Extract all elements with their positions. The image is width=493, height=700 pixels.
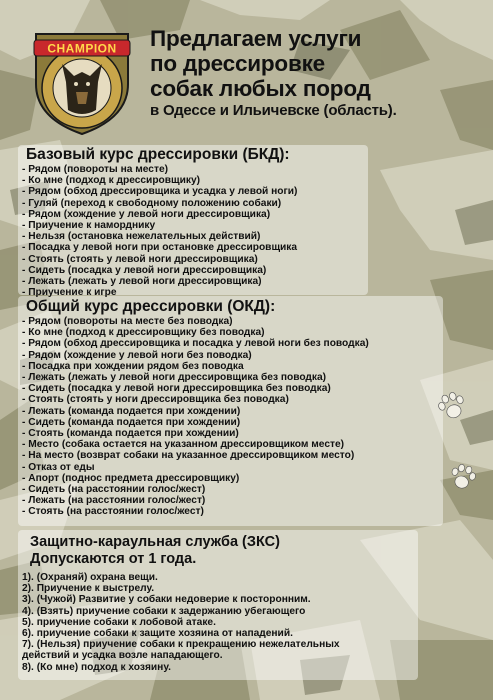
list-item: - Ко мне (подход к дрессировщику) [22, 175, 201, 187]
bkd-title: Базовый курс дрессировки (БКД): [26, 146, 290, 163]
headline-line-1: Предлагаем услуги [150, 26, 362, 51]
list-item: 6). приучение собаки к защите хозяина от нападений. [22, 628, 293, 640]
list-item: - Сидеть (команда подается при хождении) [22, 416, 241, 428]
list-item: - Лежать (команда подается при хождении) [22, 405, 241, 417]
list-item: - Лежать (лежать у левой ноги дрессировщика) [22, 276, 262, 288]
list-item: 4). (Взять) приучение собаки к задержанию убегающего [22, 605, 306, 617]
headline-line-2: по дрессировке [150, 51, 325, 76]
headline-location: в Одессе и Ильичевске (область). [150, 102, 397, 119]
list-item: - Нельзя (остановка нежелательных действий) [22, 231, 261, 243]
list-item: - Сидеть (посадка у левой ноги дрессировщика без поводка) [22, 383, 331, 395]
headline [150, 26, 490, 120]
list-item: - Гуляй (переход к свободному положению собаки) [22, 197, 282, 209]
list-item: 2). Приучение к выстрелу. [22, 583, 155, 595]
zks-title: Защитно-караульная служба (ЗКС) [30, 534, 280, 550]
list-item: - На место (возврат собаки на указанное дрессировщиком место) [22, 450, 355, 462]
list-item: 3). (Чужой) Развитие у собаки недоверие к посторонним. [22, 594, 311, 606]
list-item: - Посадка у левой ноги при остановке дрессировщика [22, 242, 298, 254]
champion-logo [30, 26, 134, 136]
bkd-list [22, 164, 297, 298]
list-item: - Рядом (обход дрессировщика и усадка у левой ноги) [22, 186, 298, 198]
okd-title: Общий курс дрессировки (ОКД): [26, 298, 276, 315]
list-item: - Стоять (стоять у ноги дрессировщика без поводка) [22, 394, 289, 406]
headline-line-3: собак любых пород [150, 76, 371, 101]
list-item: 8). (Ко мне) подход к хозяину. [22, 661, 171, 673]
list-item: - Сидеть (на расстоянии голос/жест) [22, 484, 206, 496]
zks-subtitle: Допускаются от 1 года. [30, 551, 197, 567]
list-item: - Отказ от еды [22, 461, 95, 473]
list-item: 5). приучение собаки к лобовой атаке. [22, 616, 216, 628]
list-item: 1). (Охраняй) охрана вещи. [22, 572, 158, 583]
list-item: действий и усадка возле нападающего. [22, 650, 223, 662]
list-item: - Приучение к наморднику [22, 220, 156, 232]
list-item: - Место (собака остается на указанном дрессировщиком месте) [22, 439, 345, 451]
svg-text:CHAMPION: CHAMPION [47, 41, 117, 56]
list-item: 7). (Нельзя) приучение собаки к прекращению нежелательных [22, 639, 340, 651]
list-item: - Рядом (обход дрессировщика и посадка у левой ноги без поводка) [22, 338, 369, 350]
list-item: - Рядом (повороты на месте) [22, 164, 169, 175]
list-item: - Стоять (стоять у левой ноги дрессировщика) [22, 253, 258, 265]
list-item: - Лежать (на расстоянии голос/жест) [22, 495, 206, 507]
list-item: - Посадка при хождении рядом без поводка [22, 360, 244, 372]
list-item: - Апорт (поднос предмета дрессировщику) [22, 472, 240, 484]
list-item: - Стоять (на расстоянии голос/жест) [22, 506, 204, 518]
zks-list [22, 572, 340, 673]
list-item: - Сидеть (посадка у левой ноги дрессировщика) [22, 264, 267, 276]
okd-list [22, 316, 369, 518]
list-item: - Приучение к игре [22, 287, 117, 299]
list-item: - Рядом (хождение у левой ноги без поводка) [22, 349, 252, 361]
list-item: - Лежать (лежать у левой ноги дрессировщика без поводка) [22, 372, 327, 384]
list-item: - Стоять (команда подается при хождении) [22, 428, 239, 440]
list-item: - Рядом (хождение у левой ноги дрессировщика) [22, 208, 271, 220]
list-item: - Ко мне (подход к дрессировщику без поводка) [22, 327, 265, 339]
list-item: - Рядом (повороты на месте без поводка) [22, 316, 233, 327]
